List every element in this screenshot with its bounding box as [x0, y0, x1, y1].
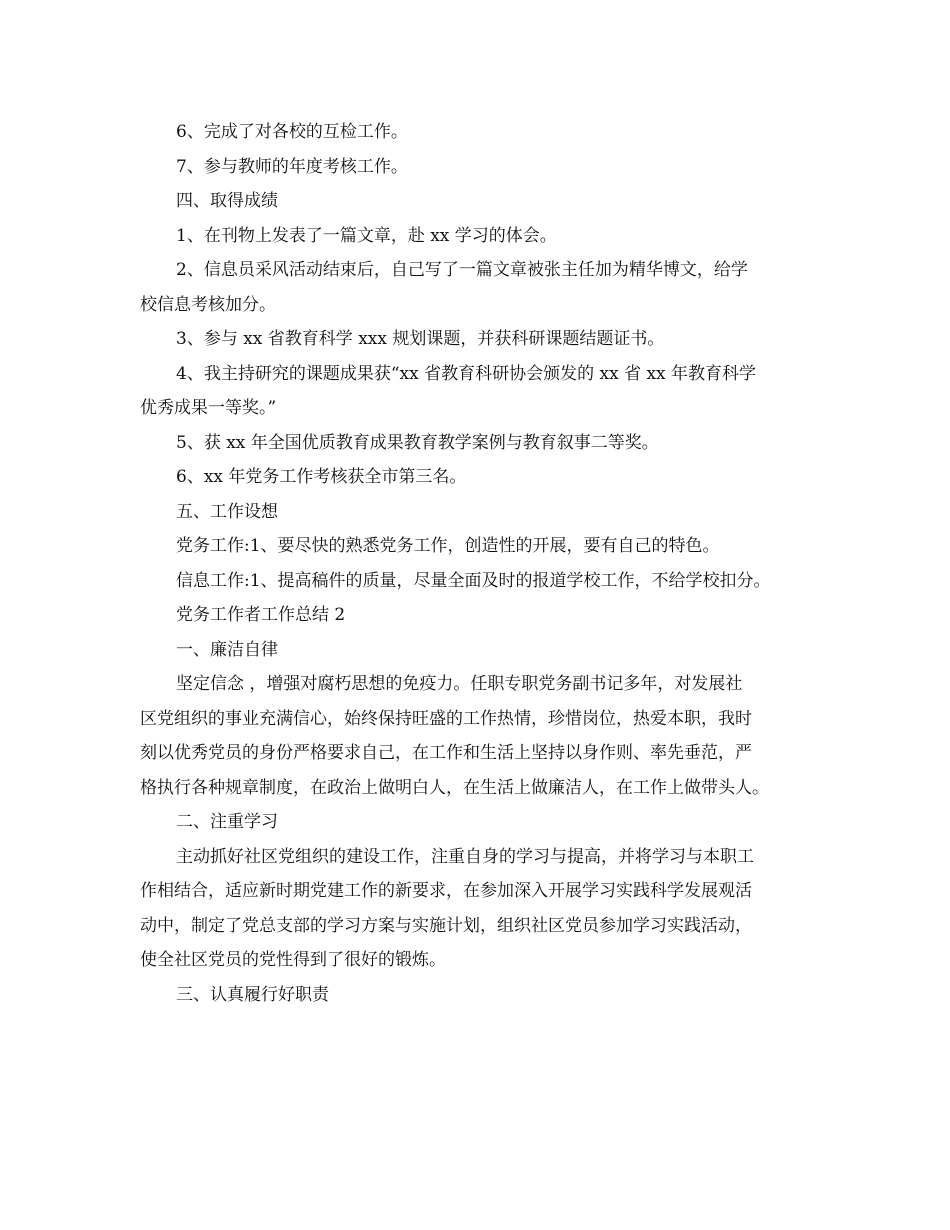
section-heading: 五、工作设想	[176, 501, 278, 522]
text-line: 党务工作:1、要尽快的熟悉党务工作，创造性的开展，要有自己的特色。	[176, 536, 720, 556]
text-line: 格执行各种规章制度，在政治上做明白人，在生活上做廉洁人，在工作上做带头人。	[140, 777, 769, 798]
section-heading: 一、廉洁自律	[176, 639, 278, 660]
text-line: 主动抓好社区党组织的建设工作，注重自身的学习与提高，并将学习与本职工	[176, 846, 754, 867]
text-line: 使全社区党员的党性得到了很好的锻炼。	[140, 950, 446, 970]
document-subtitle: 党务工作者工作总结 2	[176, 605, 346, 625]
text-line: 作相结合，适应新时期党建工作的新要求，在参加深入开展学习实践科学发展观活	[140, 881, 752, 901]
text-line: 优秀成果一等奖。”	[140, 398, 277, 418]
text-line: 区党组织的事业充满信心，始终保持旺盛的工作热情，珍惜岗位，热爱本职，我时	[140, 708, 752, 729]
text-line: 2、信息员采风活动结束后，自己写了一篇文章被张主任加为精华博文，给学	[176, 260, 748, 280]
text-line: 6、完成了对各校的互检工作。	[176, 122, 408, 142]
text-line: 信息工作:1、提高稿件的质量，尽量全面及时的报道学校工作，不给学校扣分。	[176, 570, 771, 591]
text-line: 动中，制定了党总支部的学习方案与实施计划，组织社区党员参加学习实践活动，	[140, 915, 752, 936]
document-page	[140, 115, 830, 1012]
text-line: 校信息考核加分。	[140, 294, 276, 315]
section-heading: 三、认真履行好职责	[176, 984, 329, 1005]
text-line: 刻以优秀党员的身份严格要求自己，在工作和生活上坚持以身作则、率先垂范，严	[140, 743, 752, 763]
text-line: 1、在刊物上发表了一篇文章，赴 xx 学习的体会。	[176, 225, 557, 246]
text-line: 6、xx 年党务工作考核获全市第三名。	[176, 467, 467, 487]
section-heading: 二、注重学习	[176, 812, 278, 832]
text-line: 4、我主持研究的课题成果获“xx 省教育科研协会颁发的 xx 省 xx 年教育科学	[176, 363, 757, 384]
text-line: 7、参与教师的年度考核工作。	[176, 156, 408, 177]
section-heading: 四、取得成绩	[176, 191, 278, 211]
text-line: 3、参与 xx 省教育科学 xxx 规划课题，并获科研课题结题证书。	[176, 329, 665, 349]
text-line: 坚定信念 ，增强对腐朽思想的免疫力。任职专职党务副书记多年，对发展社	[176, 674, 743, 694]
text-line: 5、获 xx 年全国优质教育成果教育教学案例与教育叙事二等奖。	[176, 432, 659, 453]
